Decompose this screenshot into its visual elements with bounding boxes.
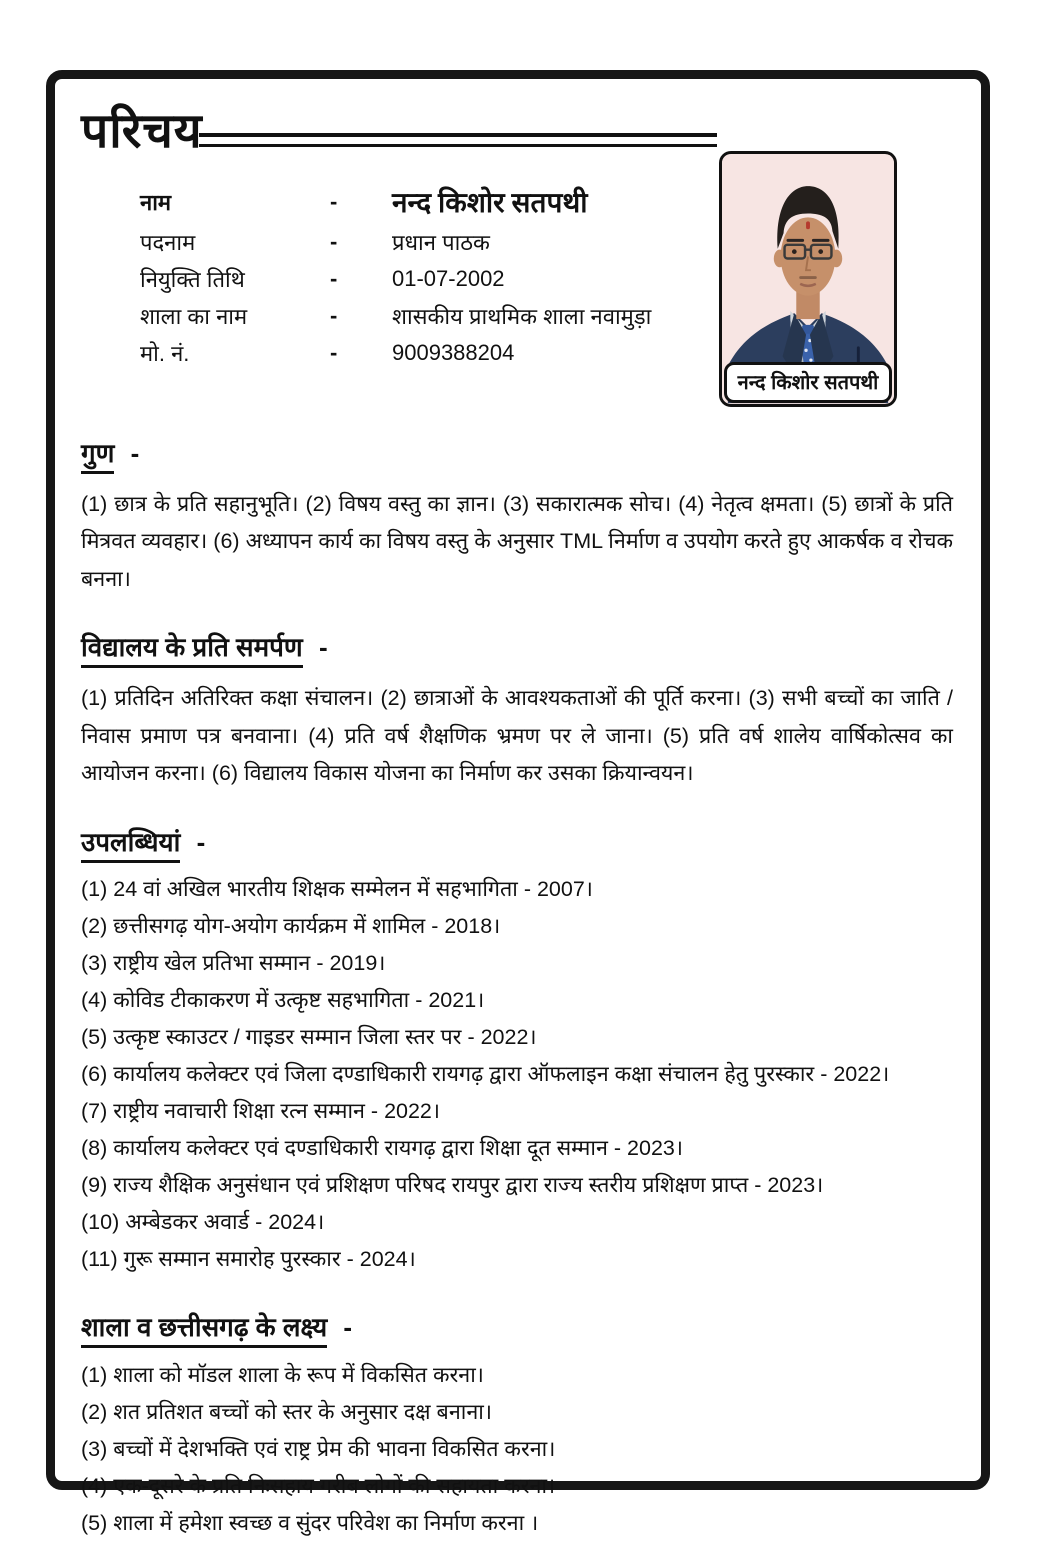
info-value: 01-07-2002 (392, 265, 505, 291)
info-label: मो. नं. (140, 340, 190, 366)
section-qualities-heading: गुण - (81, 437, 953, 471)
achievement-item: (1) 24 वां अखिल भारतीय शिक्षक सम्मेलन में सहभागिता - 2007। (81, 877, 593, 902)
goals-list (81, 1357, 953, 1542)
goal-item: (2) शत प्रतिशत बच्चों को स्तर के अनुसार दक्ष बनाना। (81, 1400, 492, 1425)
section-dedication-heading: विद्यालय के प्रति समर्पण - (81, 631, 953, 665)
heading-dash: - (318, 632, 328, 663)
achievements-list (81, 871, 953, 1278)
info-label: नाम (140, 190, 172, 216)
dedication-paragraph: (1) प्रतिदिन अतिरिक्त कक्षा संचालन। (2) छात्राओं के आवश्यकताओं की पूर्ति करना। (3) सभी बच्चों का जाति / निवास प्रमाण पत्र बनवाना। (4) प्रति वर्ष शैक्षणिक भ्रमण पर ले जाना। (5) प्रति वर्ष शालेय वार्षिकोत्सव का आयोजन करना। (6) विद्यालय विकास योजना का निर्माण कर उसका क्रियान्वयन। (81, 686, 953, 786)
biodata-sheet (46, 70, 990, 1536)
achievement-item: (5) उत्कृष्ट स्काउटर / गाइडर सम्मान जिला स्तर पर - 2022। (81, 1025, 537, 1050)
info-label: नियुक्ति तिथि (140, 266, 245, 292)
info-label: शाला का नाम (140, 303, 248, 329)
section-dedication (81, 631, 953, 792)
profile-photo (719, 151, 897, 407)
achievement-item: (4) कोविड टीकाकरण में उत्कृष्ट सहभागिता - 2021। (81, 988, 485, 1013)
info-value: नन्द किशोर सतपथी (392, 188, 588, 220)
title-row (81, 107, 717, 157)
heading-dash: - (196, 826, 206, 857)
info-separator: - (330, 302, 338, 328)
info-separator: - (330, 339, 338, 365)
section-achievements-heading: उपलब्धियां - (81, 826, 953, 860)
section-goals-heading: शाला व छत्तीसगढ़ के लक्ष्य - (81, 1311, 953, 1345)
section-goals (81, 1311, 953, 1542)
achievement-item: (9) राज्य शैक्षिक अनुसंधान एवं प्रशिक्षण परिषद रायपुर द्वारा राज्य स्तरीय प्रशिक्षण प्राप्त - 2023। (81, 1173, 824, 1198)
achievement-item: (11) गुरू सम्मान समारोह पुरस्कार - 2024। (81, 1247, 416, 1272)
section-qualities (81, 437, 953, 598)
achievement-item: (2) छत्तीसगढ़ योग-अयोग कार्यक्रम में शामिल - 2018। (81, 914, 501, 939)
info-separator: - (330, 189, 338, 215)
achievement-item: (10) अम्बेडकर अवार्ड - 2024। (81, 1210, 325, 1235)
photo-caption: नन्द किशोर सतपथी (724, 362, 892, 403)
section-achievements (81, 826, 953, 1279)
info-separator: - (330, 228, 338, 254)
achievement-item: (3) राष्ट्रीय खेल प्रतिभा सम्मान - 2019। (81, 951, 386, 976)
info-value: शासकीय प्राथमिक शाला नवामुड़ा (392, 303, 652, 329)
goal-item: (1) शाला को मॉडल शाला के रूप में विकसित करना। (81, 1363, 484, 1388)
achievement-item: (8) कार्यालय कलेक्टर एवं दण्डाधिकारी रायगढ़ द्वारा शिक्षा दूत सम्मान - 2023। (81, 1136, 684, 1161)
heading-dash: - (130, 438, 140, 468)
goal-item: (5) शाला में हमेशा स्वच्छ व सुंदर परिवेश का निर्माण करना । (81, 1511, 539, 1536)
title-rule (199, 133, 717, 147)
achievement-item: (7) राष्ट्रीय नवाचारी शिक्षा रत्न सम्मान - 2022। (81, 1099, 441, 1124)
page-title: परिचय (81, 105, 203, 158)
goal-item: (3) बच्चों में देशभक्ति एवं राष्ट्र प्रेम की भावना विकसित करना। (81, 1437, 556, 1462)
header (81, 107, 953, 415)
goal-item: (4) एक-दूसरे के प्रति निःसहाय गरीब लोगों की सहायता करना। (81, 1474, 556, 1499)
info-label: पदनाम (140, 229, 196, 255)
qualities-paragraph: (1) छात्र के प्रति सहानुभूति। (2) विषय वस्तु का ज्ञान। (3) सकारात्मक सोच। (4) नेतृत्व क्षमता। (5) छात्रों के प्रति मित्रवत व्यवहार। (6) अध्यापन कार्य का विषय वस्तु के अनुसार TML निर्माण व उपयोग करते हुए आकर्षक व रोचक बनना। (81, 491, 953, 591)
info-separator: - (330, 265, 338, 291)
info-value: 9009388204 (392, 339, 515, 365)
info-value: प्रधान पाठक (392, 229, 490, 255)
heading-dash: - (343, 1312, 353, 1343)
achievement-item: (6) कार्यालय कलेक्टर एवं जिला दण्डाधिकारी रायगढ़ द्वारा ऑफलाइन कक्षा संचालन हेतु पुरस्कार - 2022। (81, 1062, 890, 1087)
